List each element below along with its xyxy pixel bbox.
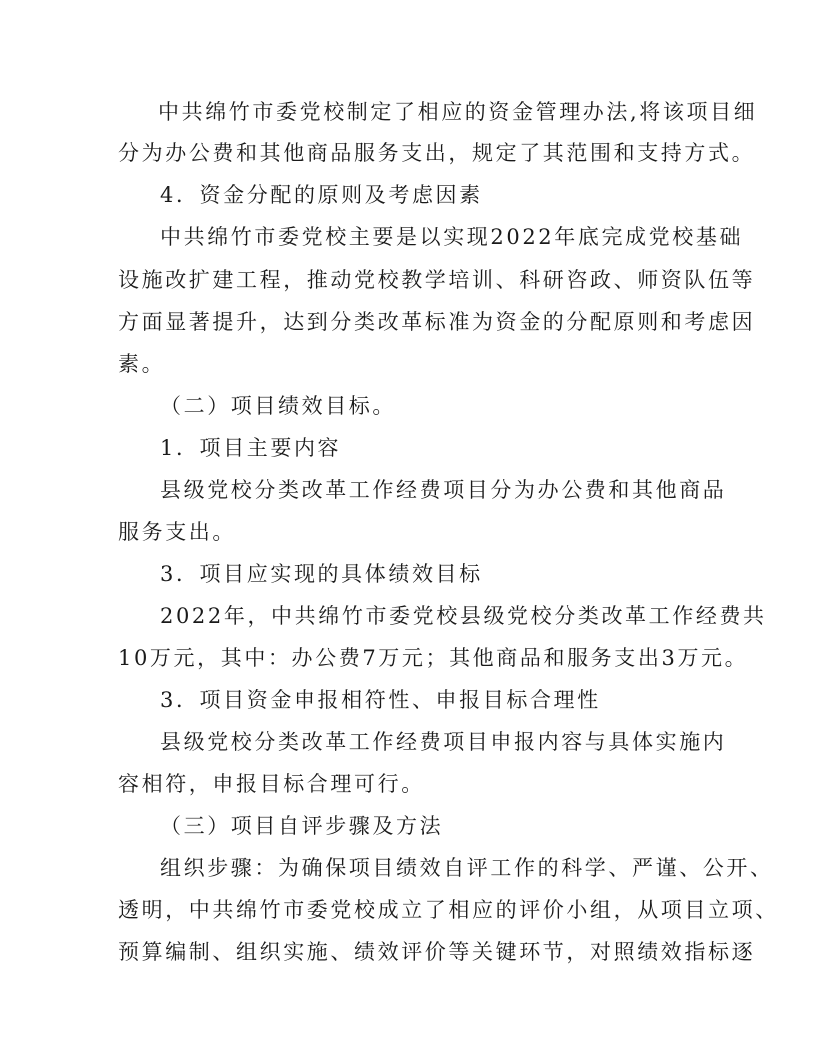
section-heading: 3．项目应实现的具体绩效目标	[160, 562, 483, 586]
paragraph-line: 组织步骤：为确保项目绩效自评工作的科学、严谨、公开、	[160, 856, 774, 880]
paragraph-line: 县级党校分类改革工作经费项目分为办公费和其他商品	[160, 478, 727, 502]
section-heading: （二）项目绩效目标。	[160, 394, 396, 418]
paragraph-line: 设施改扩建工程，推动党校教学培训、科研咨政、师资队伍等	[118, 268, 756, 292]
paragraph-line: 透明，中共绵竹市委党校成立了相应的评价小组，从项目立项、	[118, 898, 779, 922]
paragraph-line: 服务支出。	[118, 520, 236, 544]
paragraph-line: 2022年，中共绵竹市委党校县级党校分类改革工作经费共	[160, 604, 767, 628]
section-heading: 1．项目主要内容	[160, 436, 342, 460]
paragraph-line: 方面显著提升，达到分类改革标准为资金的分配原则和考虑因	[118, 310, 756, 334]
paragraph-line: 中共绵竹市委党校主要是以实现2022年底完成党校基础	[160, 225, 744, 249]
paragraph-line: 10万元，其中：办公费7万元；其他商品和服务支出3万元。	[118, 646, 749, 670]
section-heading: 4．资金分配的原则及考虑因素	[160, 183, 483, 207]
paragraph-line: 中共绵竹市委党校制定了相应的资金管理办法,将该项目细	[158, 100, 758, 124]
paragraph-line: 分为办公费和其他商品服务支出，规定了其范围和支持方式。	[118, 141, 756, 165]
paragraph-line: 容相符，申报目标合理可行。	[118, 772, 425, 796]
section-heading: （三）项目自评步骤及方法	[160, 814, 444, 838]
paragraph-line: 素。	[118, 352, 166, 376]
section-heading: 3．项目资金申报相符性、申报目标合理性	[160, 688, 601, 712]
paragraph-line: 预算编制、组织实施、绩效评价等关键环节，对照绩效指标逐	[118, 940, 756, 964]
paragraph-line: 县级党校分类改革工作经费项目申报内容与具体实施内	[160, 730, 727, 754]
